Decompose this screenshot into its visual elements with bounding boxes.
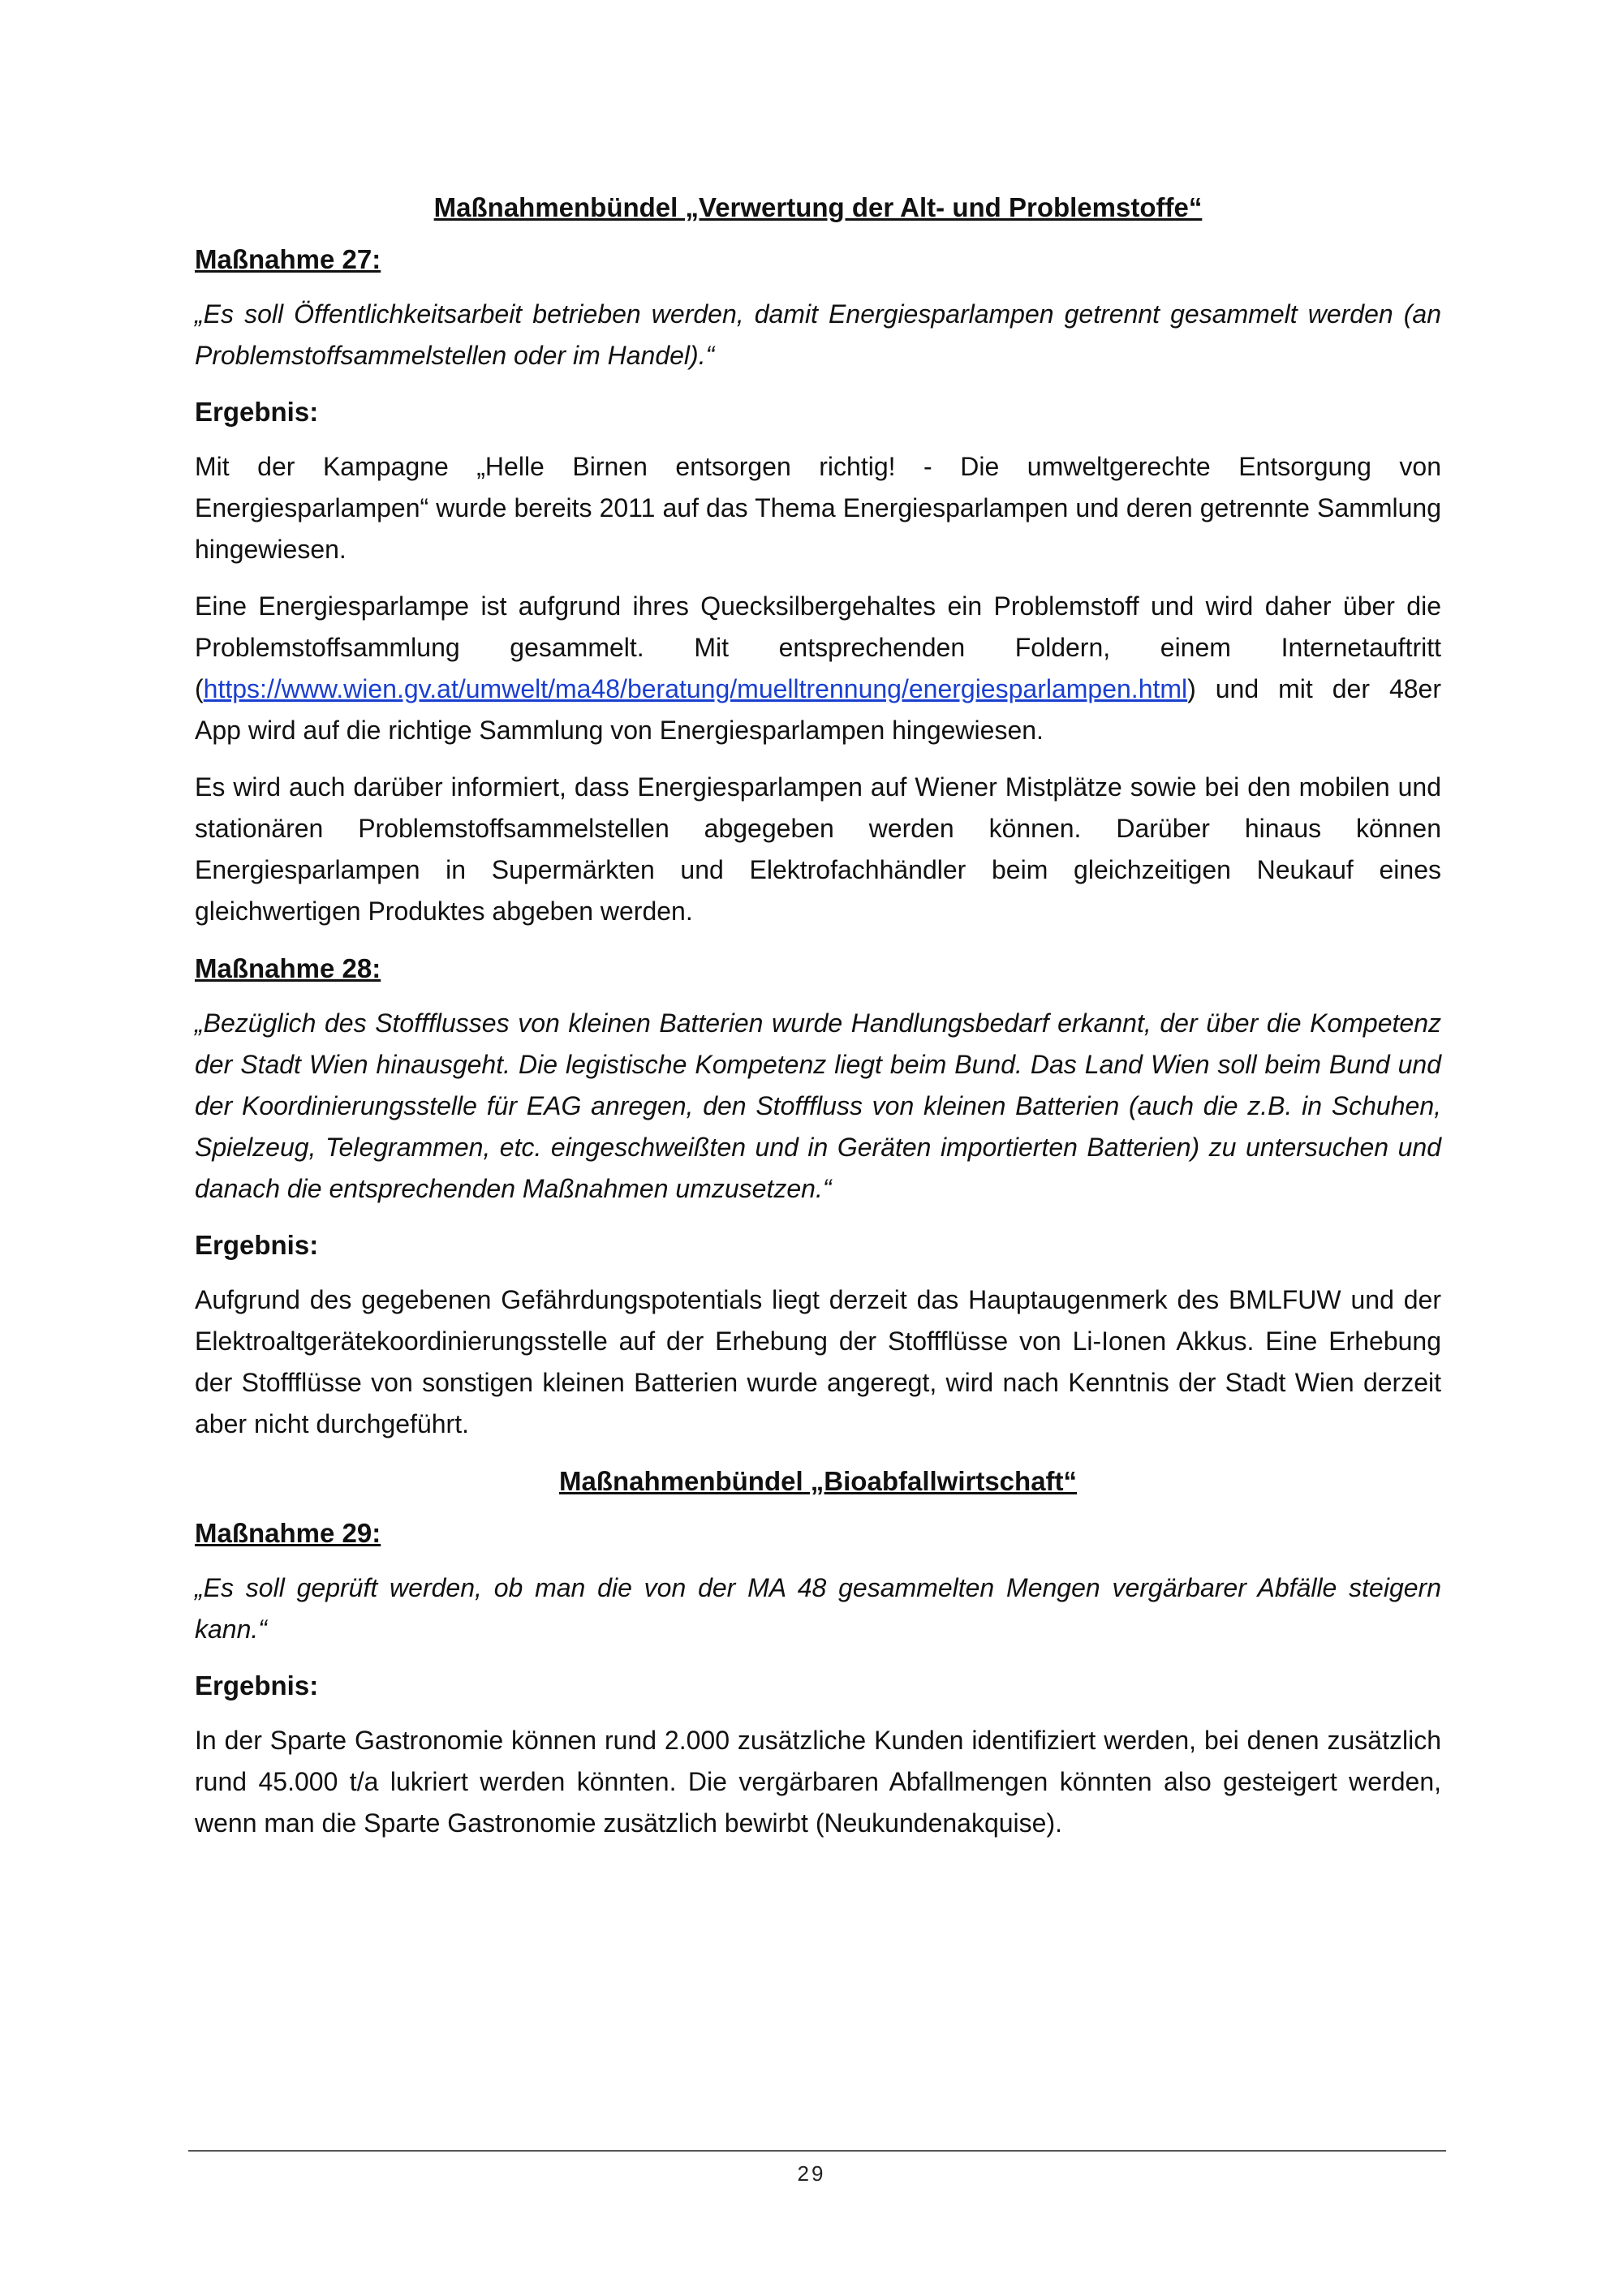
measure-28-result-label: Ergebnis: (195, 1230, 319, 1260)
measure-27-paragraph-2-text-a: Eine Energiesparlampe ist aufgrund ihres Quecksilbergehaltes ein Problemstoff und wird daher über die Problemstoffsammlung gesammelt. Mit entsprechenden Foldern, einem Internetauftritt ( (195, 591, 1441, 703)
measure-27-paragraph-2-text-b: ) und mit der 48er App wird auf die richtige Sammlung von Energiesparlampen hingewiesen. (195, 674, 1441, 745)
measure-27-quote: „Es soll Öffentlichkeitsarbeit betrieben werden, damit Energiesparlampen getrennt gesammelt werden (an Problemstoffsammelstellen oder im Handel).“ (195, 299, 1441, 370)
measure-27-paragraph-3: Es wird auch darüber informiert, dass Energiesparlampen auf Wiener Mistplätze sowie bei den mobilen und stationären Problemstoffsammelstellen abgegeben werden können. Darüber hinaus können Energiesparlampen in Supermärkten und Elektrofachhändler beim gleichzeitigen Neukauf eines gleichwertigen Produktes abgeben werden. (195, 772, 1441, 926)
measure-29-title: Maßnahme 29: (195, 1518, 381, 1548)
measure-28-paragraph-1: Aufgrund des gegebenen Gefährdungspotentials liegt derzeit das Hauptaugenmerk des BMLFUW und der Elektroaltgerätekoordinierungsstelle auf der Erhebung der Stoffflüsse von Li-Ionen Akkus. Eine Erhebung der Stoffflüsse von sonstigen kleinen Batterien wurde angeregt, wird nach Kenntnis der Stadt Wien derzeit aber nicht durchgeführt. (195, 1285, 1441, 1438)
footer-divider (188, 2150, 1446, 2152)
measure-29-paragraph-1: In der Sparte Gastronomie können rund 2.000 zusätzliche Kunden identifiziert werden, bei denen zusätzlich rund 45.000 t/a lukriert werden könnten. Die vergärbaren Abfallmengen könnten also gesteigert werden, wenn man die Sparte Gastronomie zusätzlich bewirbt (Neukundenakquise). (195, 1726, 1441, 1838)
measure-27-result-label: Ergebnis: (195, 397, 319, 427)
document-body (195, 187, 1441, 1860)
measure-27-paragraph-2 (195, 586, 1441, 751)
measure-29-quote: „Es soll geprüft werden, ob man die von der MA 48 gesammelten Mengen vergärbarer Abfälle steigern kann.“ (195, 1573, 1441, 1644)
measure-27-title: Maßnahme 27: (195, 244, 381, 274)
bundle-heading-alt-problemstoffe: Maßnahmenbündel „Verwertung der Alt- und Problemstoffe“ (433, 192, 1203, 222)
measure-28-title: Maßnahme 28: (195, 953, 381, 983)
measure-29-result-label: Ergebnis: (195, 1670, 319, 1701)
energiesparlampen-link[interactable]: https://www.wien.gv.at/umwelt/ma48/beratung/muelltrennung/energiesparlampen.html (203, 674, 1188, 703)
page-number: 29 (797, 2161, 826, 2186)
measure-28-quote: „Bezüglich des Stoffflusses von kleinen Batterien wurde Handlungsbedarf erkannt, der über die Kompetenz der Stadt Wien hinausgeht. Die legistische Kompetenz liegt beim Bund. Das Land Wien soll beim Bund und der Koordinierungsstelle für EAG anregen, den Stofffluss von kleinen Batterien (auch die z.B. in Schuhen, Spielzeug, Telegrammen, etc. eingeschweißten und in Geräten importierten Batterien) zu untersuchen und danach die entsprechenden Maßnahmen umzusetzen.“ (195, 1008, 1441, 1203)
measure-27-paragraph-1: Mit der Kampagne „Helle Birnen entsorgen richtig! - Die umweltgerechte Entsorgung von Energiesparlampen“ wurde bereits 2011 auf das Thema Energiesparlampen und deren getrennte Sammlung hingewiesen. (195, 452, 1441, 564)
bundle-heading-bioabfall: Maßnahmenbündel „Bioabfallwirtschaft“ (558, 1466, 1078, 1496)
